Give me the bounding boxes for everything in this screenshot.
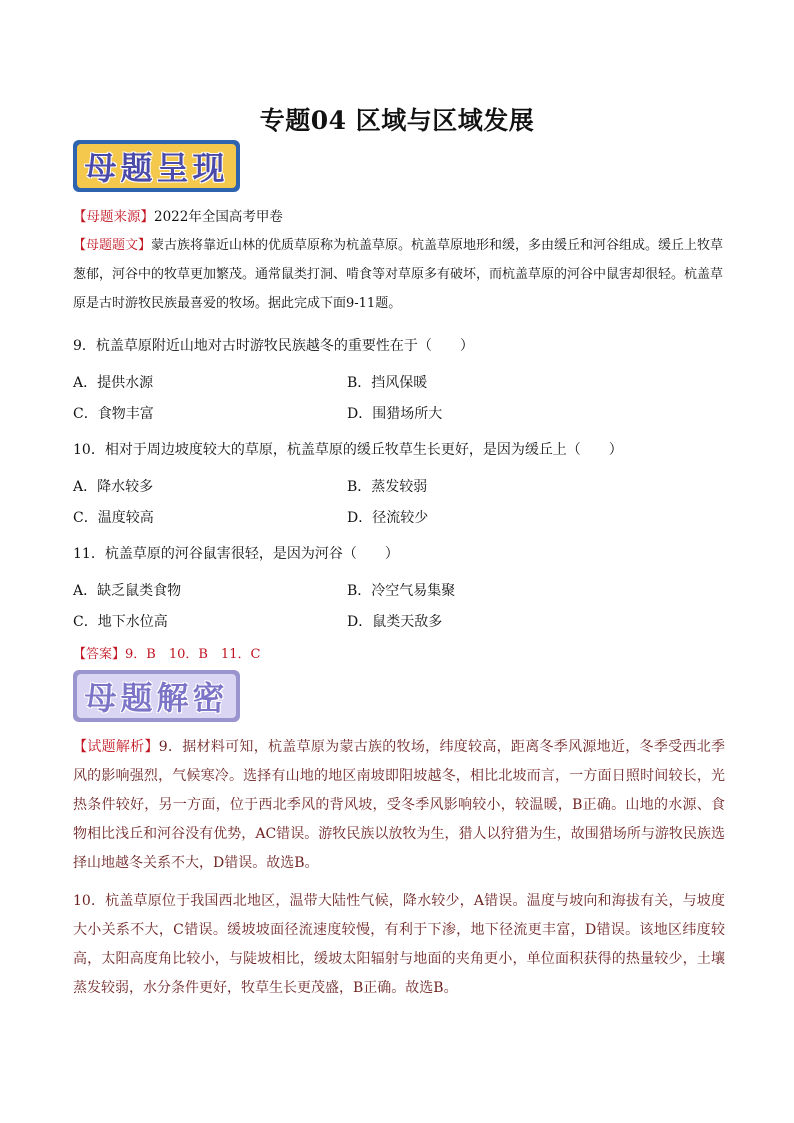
- source-text: 2022年全国高考甲卷: [154, 209, 283, 225]
- analysis-10: 10．杭盖草原位于我国西北地区，温带大陆性气候，降水较少，A错误。温度与坡向和海拔有关，与坡度大小关系不大，C错误。缓坡坡面径流速度较慢，有利于下渗，地下径流更丰富，D错误。该地区纬度较高，太阳高度角比较小，与陡坡相比，缓坡太阳辐射与地面的夹角更小，单位面积获得的热量较少，土壤蒸发较弱，水分条件更好，牧草生长更茂盛，B正确。故选B。: [73, 893, 725, 996]
- question-10-option-a[interactable]: A．降水较多: [73, 479, 154, 495]
- source-label: 【母题来源】: [73, 209, 154, 225]
- question-9-option-c[interactable]: C．食物丰富: [73, 406, 154, 422]
- question-9-option-d[interactable]: D．围猎场所大: [347, 406, 443, 422]
- analysis-9-text: 9．据材料可知，杭盖草原为蒙古族的牧场，纬度较高，距离冬季风源地近，冬季受西北季风的影响强烈，气候寒冷。选择有山地的地区南坡即阳坡越冬，相比北坡而言，一方面日照时间较长，光热条件较好，另一方面，位于西北季风的背风坡，受冬季风影响较小，较温暖，B正确。山地的水源、食物相比浅丘和河谷没有优势，AC错误。游牧民族以放牧为生，猎人以狩猎为生，故围猎场所与游牧民族选择山地越冬关系不大，D错误。故选B。: [73, 739, 726, 871]
- question-11-option-a[interactable]: A．缺乏鼠类食物: [73, 583, 182, 599]
- analysis-label: 【试题解析】: [73, 739, 159, 755]
- answer-label: 【答案】: [73, 647, 126, 662]
- question-9-option-b[interactable]: B．挡风保暖: [347, 375, 428, 391]
- question-10-option-c[interactable]: C．温度较高: [73, 510, 154, 526]
- source-line: [73, 205, 733, 225]
- question-11-stem: 11．杭盖草原的河谷鼠害很轻，是因为河谷（ ）: [73, 546, 399, 562]
- question-9-stem: 9．杭盖草原附近山地对古时游牧民族越冬的重要性在于（ ）: [73, 338, 474, 354]
- question-11-option-d[interactable]: D．鼠类天敌多: [347, 614, 443, 630]
- banner-label: 母题解密: [84, 679, 229, 717]
- section-banner-analysis: [73, 670, 240, 722]
- question-10-stem: 10．相对于周边坡度较大的草原，杭盖草原的缓丘牧草生长更好，是因为缓丘上（ ）: [73, 442, 623, 458]
- question-10-option-d[interactable]: D．径流较少: [347, 510, 429, 526]
- section-banner-presentation: [73, 140, 240, 192]
- passage-text: 蒙古族将靠近山林的优质草原称为杭盖草原。杭盖草原地形和缓，多由缓丘和河谷组成。缓丘上牧草葱郁，河谷中的牧草更加繁茂。通常鼠类打洞、啃食等对草原多有破坏，而杭盖草原的河谷中鼠害却很轻。杭盖草原是古时游牧民族最喜爱的牧场。据此完成下面9-11题。: [73, 238, 724, 311]
- question-9-option-a[interactable]: A．提供水源: [73, 375, 154, 391]
- question-10-option-b[interactable]: B．蒸发较弱: [347, 479, 428, 495]
- answer-text: 9．B 10．B 11．C: [125, 647, 261, 662]
- question-11-option-c[interactable]: C．地下水位高: [73, 614, 168, 630]
- page-title: 专题04 区域与区域发展: [259, 106, 535, 135]
- answer-line: [73, 643, 260, 662]
- question-11-option-b[interactable]: B．冷空气易集聚: [347, 583, 456, 599]
- banner-label: 母题呈现: [84, 149, 229, 187]
- analysis-9: [73, 733, 725, 878]
- passage-label: 【母题题文】: [73, 238, 152, 253]
- question-passage: [73, 231, 725, 318]
